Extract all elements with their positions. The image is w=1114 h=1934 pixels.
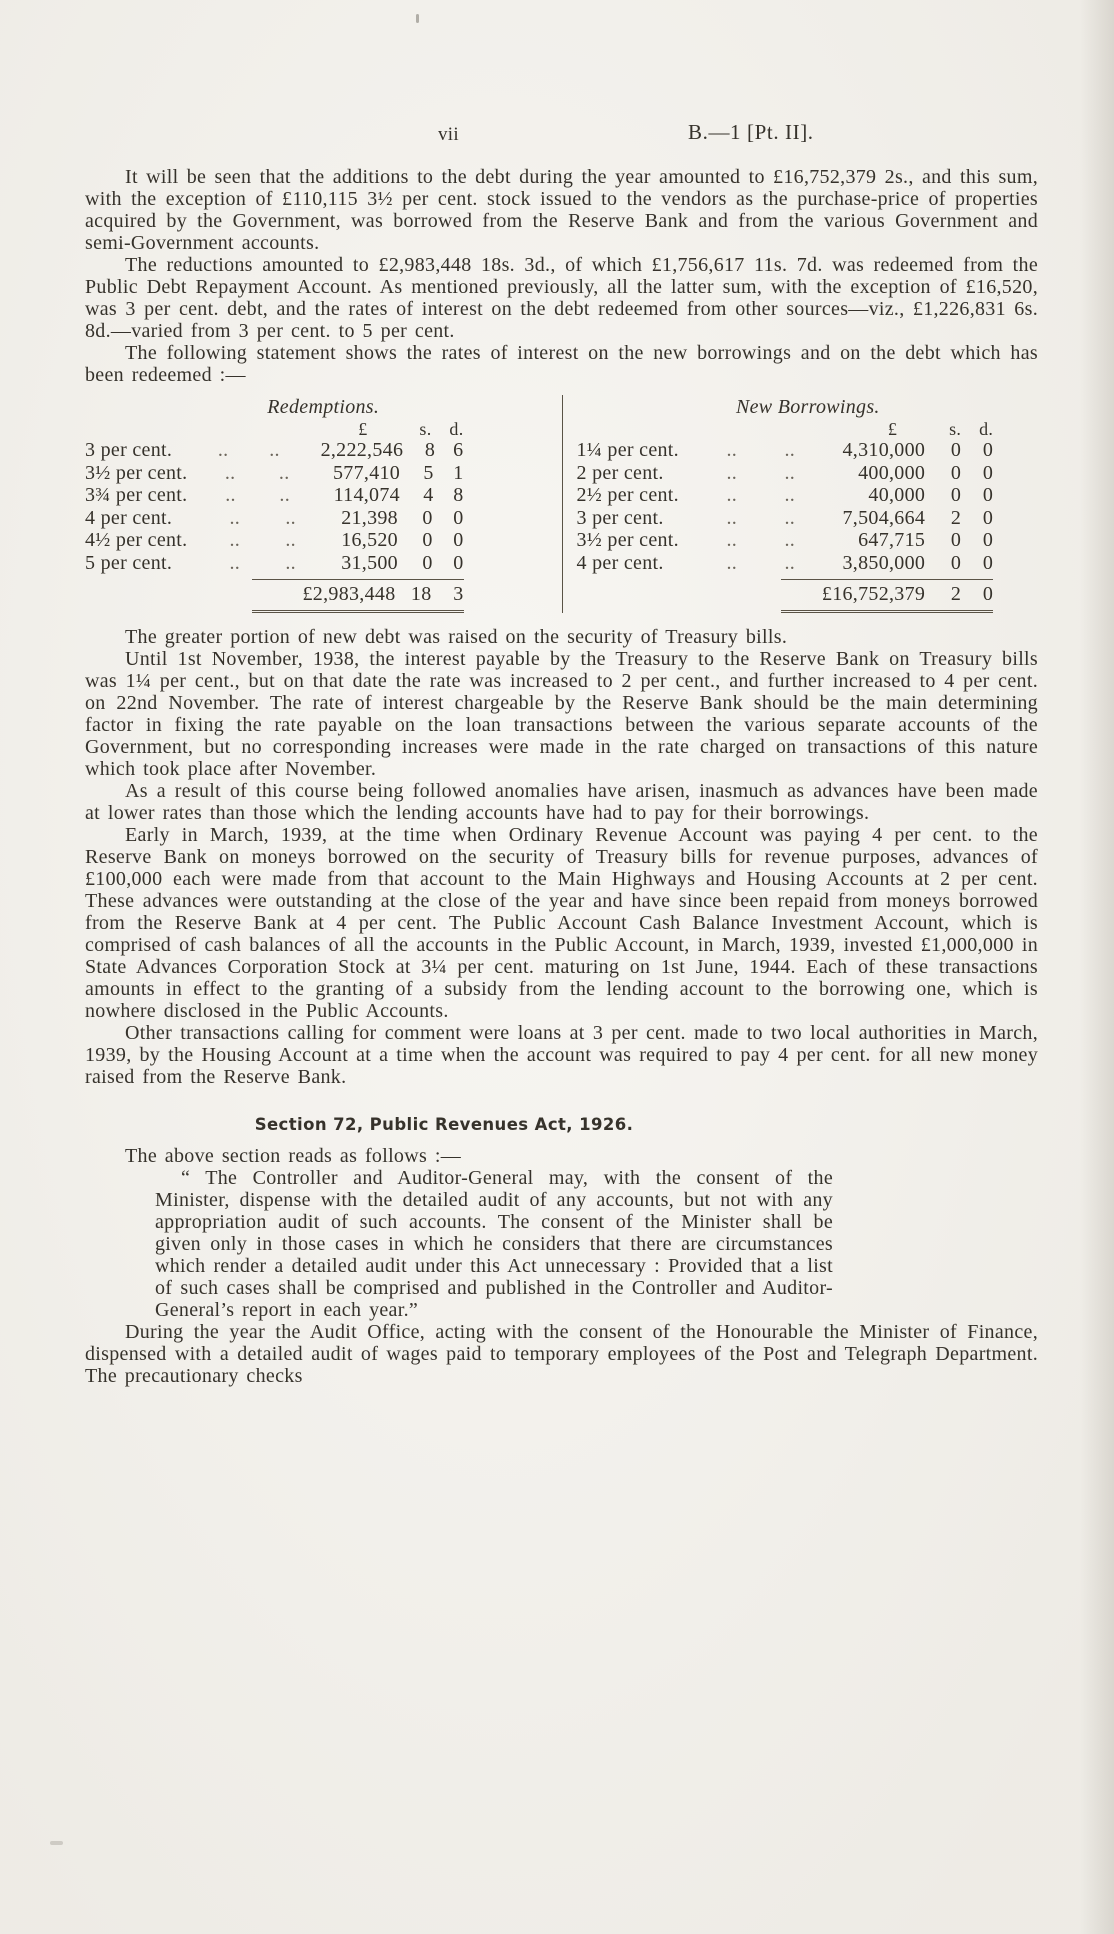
rate-label: 3 per cent. [85, 439, 173, 461]
rate-label: 4½ per cent. [85, 529, 188, 551]
pence-value: 0 [453, 529, 464, 551]
paragraph-march-advances: Early in March, 1939, at the time when Ordinary Revenue Account was paying 4 per cent. to the Reserve Bank on moneys borrowed on the security of Treasury bills for revenue purposes, advances of £100,000 each were made from that account to the Main Highways and Housing Accounts at 2 per cent. These advances were outstanding at the close of the year and have since been repaid from moneys borrowed from the Reserve Bank at 4 per cent. The Public Account Cash Balance Investment Account, which is comprised of cash balances of all the accounts in the Public Account, in March, 1939, invested £1,000,000 in State Advances Corporation Stock at 3¼ per cent. maturing on 1st June, 1944. Each of these transactions amounts in effect to the granting of a subsidy from the lending account to the borrowing one, which is nowhere disclosed in the Public Accounts. [85, 823, 1038, 1022]
rate-label: 3½ per cent. [85, 461, 188, 484]
new-borrowings-total [781, 579, 993, 613]
leader-dots: .. [285, 529, 296, 551]
shillings-value: 0 [950, 439, 962, 461]
rate-label: 2½ per cent. [576, 484, 679, 506]
table-row [85, 552, 464, 575]
pounds-total: £16,752,379 [821, 583, 926, 605]
leader-dots: .. [784, 439, 796, 461]
rate-label: 5 per cent. [85, 551, 173, 574]
interest-rate-table [85, 395, 1038, 613]
pounds-value: 577,410 [333, 461, 401, 484]
table-row [577, 439, 994, 462]
pounds-value: 400,000 [858, 461, 926, 484]
pence-column-header: d. [449, 419, 464, 439]
leader-dots: .. [217, 439, 229, 461]
leader-dots: .. [726, 439, 738, 461]
pounds-value: 21,398 [341, 506, 398, 529]
leader-dots: .. [278, 461, 290, 484]
pounds-column-header: £ [887, 419, 898, 439]
table-row [85, 484, 464, 507]
redemptions-total-row [85, 579, 464, 613]
rate-label: 3¾ per cent. [85, 484, 188, 506]
paragraph-section-intro: The above section reads as follows :— [125, 1144, 462, 1167]
pounds-value: 40,000 [868, 484, 926, 506]
pounds-value: 16,520 [341, 529, 398, 551]
leader-dots: .. [229, 551, 241, 574]
pence-total: 3 [453, 583, 464, 605]
leader-dots: .. [285, 551, 296, 574]
shillings-value: 4 [423, 484, 434, 506]
table-row [85, 529, 464, 552]
page-number: vii [438, 124, 459, 145]
leader-dots: .. [784, 551, 796, 574]
pounds-value: 3,850,000 [842, 551, 926, 574]
leader-dots: .. [269, 439, 280, 461]
rate-label: 2 per cent. [576, 461, 664, 484]
pence-value: 0 [453, 506, 464, 529]
paragraph-treasury-bills: The greater portion of new debt was raised on the security of Treasury bills. [125, 625, 788, 648]
leader-dots: .. [784, 529, 796, 551]
shillings-column-header: s. [419, 419, 432, 439]
leader-dots: .. [229, 506, 241, 529]
shillings-value: 0 [950, 461, 962, 484]
shillings-value: 0 [950, 551, 962, 574]
shillings-value: 0 [422, 506, 433, 529]
new-borrowings-table [563, 395, 1040, 613]
redemptions-total [252, 579, 464, 613]
redemptions-table [85, 395, 563, 613]
rate-label: 3 per cent. [576, 506, 664, 529]
scan-artifact [416, 14, 419, 23]
paragraph-anomalies: As a result of this course being followed anomalies have arisen, inasmuch as advances have been made at lower rates than those which the lending accounts have had to pay for their borrowings. [85, 779, 1038, 824]
pence-value: 0 [982, 461, 994, 484]
table-header-row [85, 419, 464, 439]
paragraph-statement-intro: The following statement shows the rates of interest on the new borrowings and on the debt which has been redeemed :— [85, 342, 1038, 386]
shillings-column-header: s. [949, 419, 962, 439]
table-row [577, 462, 994, 485]
leader-dots: .. [224, 461, 236, 484]
pence-value: 0 [982, 506, 994, 529]
table-row [577, 552, 994, 575]
leader-dots: .. [784, 506, 796, 529]
page-content [85, 166, 1038, 1387]
table-row [577, 507, 994, 530]
shillings-value: 8 [424, 439, 436, 461]
section-heading: Section 72, Public Revenues Act, 1926. [254, 1114, 634, 1134]
pence-value: 8 [453, 484, 464, 506]
pounds-value: 7,504,664 [842, 506, 926, 529]
table-row [85, 507, 464, 530]
leader-dots: .. [726, 551, 738, 574]
leader-dots: .. [784, 484, 796, 506]
scan-artifact [50, 1841, 63, 1845]
redemptions-title: Redemptions. [267, 396, 380, 418]
pence-value: 0 [982, 439, 994, 461]
shillings-value: 0 [422, 529, 433, 551]
pence-value: 0 [982, 529, 994, 551]
pence-value: 1 [453, 461, 464, 484]
pounds-value: 2,222,546 [320, 439, 404, 461]
paragraph-audit-dispensation: During the year the Audit Office, acting with the consent of the Honourable the Minister of Finance, dispensed with a detailed audit of wages paid to temporary employees of the Post and Telegraph Department. The precautionary checks [85, 1320, 1038, 1387]
table-row [85, 462, 464, 485]
rate-label: 4 per cent. [576, 551, 664, 574]
new-borrowings-total-row [577, 579, 994, 613]
shillings-value: 0 [422, 551, 433, 574]
leader-dots: .. [285, 506, 296, 529]
shillings-value: 0 [950, 484, 962, 506]
document-reference: B.—1 [Pt. II]. [688, 120, 814, 144]
rate-label: 3½ per cent. [576, 529, 679, 551]
pounds-value: 31,500 [341, 551, 398, 574]
shillings-value: 5 [423, 461, 434, 484]
redemptions-rows [85, 419, 562, 613]
pence-value: 6 [453, 439, 464, 461]
table-row [85, 439, 464, 462]
rate-label: 4 per cent. [85, 506, 173, 529]
pence-value: 0 [453, 551, 464, 574]
pence-column-header: d. [979, 419, 994, 439]
new-borrowings-title: New Borrowings. [735, 396, 880, 418]
page-header [0, 120, 1114, 150]
table-row [577, 529, 994, 552]
pounds-column-header: £ [358, 419, 368, 439]
leader-dots: .. [726, 529, 738, 551]
leader-dots: .. [726, 461, 738, 484]
paragraph-other-transactions: Other transactions calling for comment were loans at 3 per cent. made to two local authorities in March, 1939, by the Housing Account at a time when the account was required to pay 4 per cent. for all new money raised from the Reserve Bank. [85, 1021, 1038, 1088]
leader-dots: .. [279, 484, 290, 506]
leader-dots: .. [726, 506, 738, 529]
pounds-value: 4,310,000 [842, 439, 926, 461]
pence-value: 0 [982, 551, 994, 574]
new-borrowings-rows [577, 419, 1040, 613]
paragraph-interest-rates: Until 1st November, 1938, the interest payable by the Treasury to the Reserve Bank on Treasury bills was 1¼ per cent., but on that date the rate was increased to 2 per cent., and further increased to 4 per cent. on 22nd November. The rate of interest chargeable by the Reserve Bank should be the main determining factor in fixing the rate payable on the loan transactions between the various separate accounts of the Government, but no corresponding increases were made in the rate charged on transactions of this nature which took place after November. [85, 647, 1038, 780]
shillings-value: 0 [950, 529, 962, 551]
rate-label: 1¼ per cent. [576, 439, 679, 461]
shillings-value: 2 [950, 506, 962, 529]
quoted-statute-text: “ The Controller and Auditor-General may, with the consent of the Minister, dispense with the detailed audit of any accounts, but not with any appropriation audit of such accounts. The consent of the Minister shall be given only in those cases in which he considers that there are circumstances which render a detailed audit under this Act unnecessary : Provided that a list of such cases shall be comprised and published in the Controller and Auditor-General’s report in each year.” [155, 1166, 833, 1321]
pounds-value: 647,715 [858, 529, 926, 551]
leader-dots: .. [225, 484, 236, 506]
leader-dots: .. [229, 529, 241, 551]
paragraph-reductions: The reductions amounted to £2,983,448 18s. 3d., of which £1,756,617 11s. 7d. was redeemed from the Public Debt Repayment Account. As mentioned previously, all the latter sum, with the exception of £16,520, was 3 per cent. debt, and the rates of interest on the debt redeemed from other sources—viz., £1,226,831 6s. 8d.—varied from 3 per cent. to 5 per cent. [85, 254, 1038, 342]
paragraph-debt-additions: It will be seen that the additions to the debt during the year amounted to £16,752,379 2s., and this sum, with the exception of £110,115 3½ per cent. stock issued to the vendors as the purchase-price of properties acquired by the Government, was borrowed from the Reserve Bank and from the various Government and semi-Government accounts. [85, 166, 1038, 254]
pence-total: 0 [982, 583, 994, 605]
pence-value: 0 [982, 484, 994, 506]
table-row [577, 484, 994, 507]
shillings-total: 18 [410, 583, 432, 605]
pounds-value: 114,074 [333, 484, 400, 506]
shillings-total: 2 [950, 583, 962, 605]
pounds-total: £2,983,448 [302, 583, 396, 605]
table-header-row [577, 419, 994, 439]
leader-dots: .. [726, 484, 738, 506]
leader-dots: .. [784, 461, 796, 484]
